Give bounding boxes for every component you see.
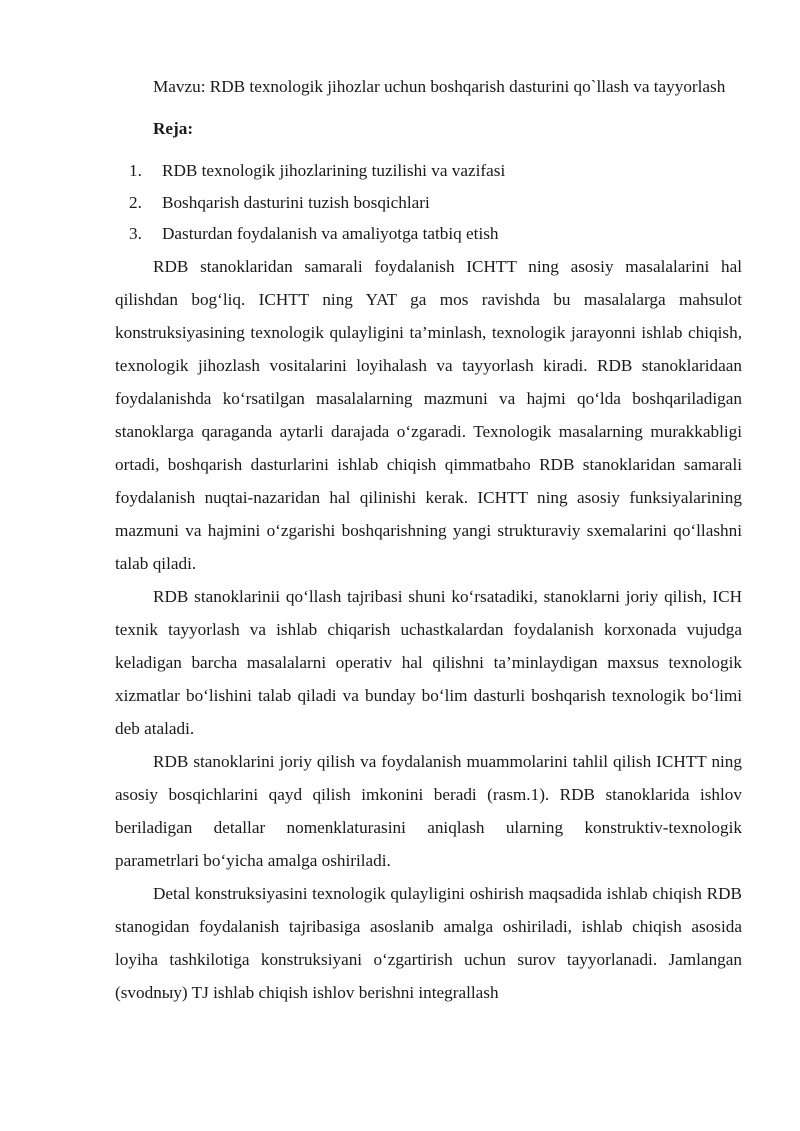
plan-item-text: Boshqarish dasturini tuzish bosqichlari bbox=[162, 192, 430, 212]
plan-item-number: 1. bbox=[129, 161, 142, 180]
plan-list bbox=[115, 155, 742, 250]
body-paragraph: RDB stanoklaridan samarali foydalanish ICHTT ning asosiy masalalarini hal qilishdan bog‘liq. ICHTT ning YAT ga mos ravishda bu masalalarga mahsulot konstruksiyasining texnologik qulayligini ta’minlash, texnologik jarayonni ishlab chiqish, texnologik jihozlash vositalarini loyihalash va tayyorlash kiradi. RDB stanoklaridaan foydalanishda ko‘rsatilgan masalalarning mazmuni va hajmi qo‘lda boshqariladigan stanoklarga qaraganda aytarli darajada o‘zgaradi. Texnologik masalarning murakkabligi ortadi, boshqarish dasturlarini ishlab chiqish qimmatbaho RDB stanoklaridan samarali foydalanish nuqtai-nazaridan hal qilinishi kerak. ICHTT ning asosiy funksiyalarining mazmuni va hajmini o‘zgarishi boshqarishning yangi strukturaviy sxemalarini qo‘llashni talab qiladi. bbox=[115, 256, 742, 573]
plan-item bbox=[115, 218, 742, 250]
plan-item-number: 3. bbox=[129, 224, 142, 243]
plan-item-text: RDB texnologik jihozlarining tuzilishi va vazifasi bbox=[162, 161, 506, 180]
plan-item bbox=[115, 187, 742, 219]
plan-heading: Reja: bbox=[153, 119, 194, 138]
document-page bbox=[115, 70, 742, 1009]
body-paragraph: RDB stanoklarinii qo‘llash tajribasi shuni ko‘rsatadiki, stanoklarni joriy qilish, ICH texnik tayyorlash va ishlab chiqarish uchastkalardan foydalanish korxonada vujudga keladigan barcha masalalarni operativ hal qilishni ta’minlaydigan maxsus texnologik xizmatlar bo‘lishini talab qiladi va bunday bo‘lim dasturli boshqarish texnologik bo‘limi deb ataladi. bbox=[115, 586, 742, 738]
plan-item-number: 2. bbox=[129, 192, 142, 212]
document-title: Mavzu: RDB texnologik jihozlar uchun boshqarish dasturini qo`llash va tayyorlash bbox=[153, 77, 726, 96]
plan-item bbox=[115, 155, 742, 187]
body-paragraph: Detal konstruksiyasini texnologik qulayligini oshirish maqsadida ishlab chiqish RDB stanogidan foydalanish tajribasiga asoslanib amalga oshiriladi, ishlab chiqish asosida loyiha tashkilotiga konstruksiyani o‘zgartirish uchun surov tayyorlanadi. Jamlangan (svodnыy) TJ ishlab chiqish ishlov berishni integrallash bbox=[115, 883, 742, 1002]
body-paragraph: RDB stanoklarini joriy qilish va foydalanish muammolarini tahlil qilish ICHTT ning asosiy bosqichlarini qayd qilish imkonini beradi (rasm.1). RDB stanoklarida ishlov beriladigan detallar nomenklaturasini aniqlash ularning konstruktiv-texnologik parametrlari bo‘yicha amalga oshiriladi. bbox=[115, 751, 742, 870]
plan-item-text: Dasturdan foydalanish va amaliyotga tatbiq etish bbox=[162, 224, 499, 243]
